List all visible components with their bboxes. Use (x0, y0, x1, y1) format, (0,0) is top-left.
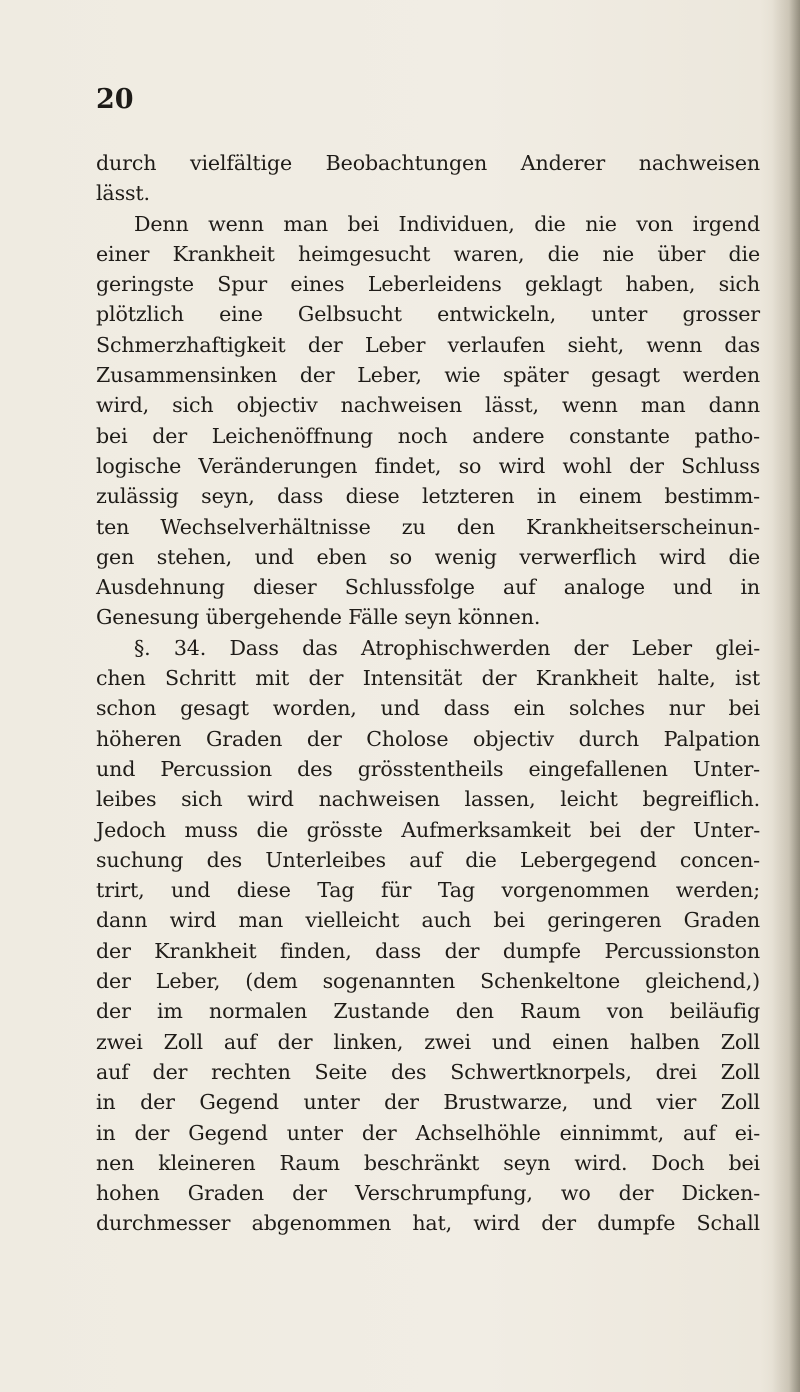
text-line: schon gesagt worden, und dass ein solches nur bei (96, 696, 760, 721)
text-line: durchmesser abgenommen hat, wird der dumpfe Schall (96, 1211, 760, 1236)
text-line: in der Gegend unter der Achselhöhle einnimmt, auf ei- (96, 1120, 760, 1145)
text-line: dann wird man vielleicht auch bei geringeren Graden (96, 908, 760, 933)
text-line: ten Wechselverhältnisse zu den Krankheitserscheinun- (96, 514, 760, 539)
text-line: auf der rechten Seite des Schwertknorpels, drei Zoll (96, 1059, 760, 1084)
text-line: §. 34. Dass das Atrophischwerden der Leber glei- (134, 635, 760, 660)
text-line: wird, sich objectiv nachweisen lässt, wenn man dann (96, 393, 760, 418)
text-line: Denn wenn man bei Individuen, die nie von irgend (134, 211, 760, 236)
page-edge-shadow (772, 0, 800, 1392)
text-line: höheren Graden der Cholose objectiv durch Palpation (96, 726, 760, 751)
text-line: Genesung übergehende Fälle seyn können. (96, 605, 541, 630)
text-line: in der Gegend unter der Brustwarze, und vier Zoll (96, 1090, 760, 1115)
text-line: einer Krankheit heimgesucht waren, die nie über die (96, 241, 760, 266)
text-line: der Krankheit finden, dass der dumpfe Percussionston (96, 938, 760, 963)
text-line: leibes sich wird nachweisen lassen, leicht begreiflich. (96, 787, 760, 812)
text-line: Jedoch muss die grösste Aufmerksamkeit bei der Unter- (96, 817, 760, 842)
text-line: chen Schritt mit der Intensität der Krankheit halte, ist (96, 666, 760, 691)
text-line: der im normalen Zustande den Raum von beiläufig (96, 999, 760, 1024)
text-line: geringste Spur eines Leberleidens geklagt haben, sich (96, 272, 760, 297)
text-line: logische Veränderungen findet, so wird wohl der Schluss (96, 453, 760, 478)
text-line: gen stehen, und eben so wenig verwerflich wird die (96, 544, 760, 569)
text-line: Zusammensinken der Leber, wie später gesagt werden (96, 363, 760, 388)
text-line: zulässig seyn, dass diese letzteren in einem bestimm- (96, 484, 760, 509)
text-line: und Percussion des grösstentheils eingefallenen Unter- (96, 756, 760, 781)
body-text (96, 148, 760, 1239)
text-line: trirt, und diese Tag für Tag vorgenommen werden; (96, 878, 760, 903)
text-line: der Leber, (dem sogenannten Schenkeltone gleichend,) (96, 969, 760, 994)
text-line: lässt. (96, 181, 150, 206)
text-line: durch vielfältige Beobachtungen Anderer nachweisen (96, 151, 760, 175)
text-line: Ausdehnung dieser Schlussfolge auf analoge und in (96, 575, 760, 600)
page-number: 20 (96, 84, 134, 115)
text-line: hohen Graden der Verschrumpfung, wo der Dicken- (96, 1181, 760, 1206)
text-line: suchung des Unterleibes auf die Lebergegend concen- (96, 847, 760, 872)
text-line: plötzlich eine Gelbsucht entwickeln, unter grosser (96, 302, 760, 327)
text-line: nen kleineren Raum beschränkt seyn wird. Doch bei (96, 1150, 760, 1175)
text-line: bei der Leichenöffnung noch andere constante patho- (96, 423, 760, 448)
text-line: Schmerzhaftigkeit der Leber verlaufen sieht, wenn das (96, 332, 760, 357)
text-line: zwei Zoll auf der linken, zwei und einen halben Zoll (96, 1029, 760, 1054)
